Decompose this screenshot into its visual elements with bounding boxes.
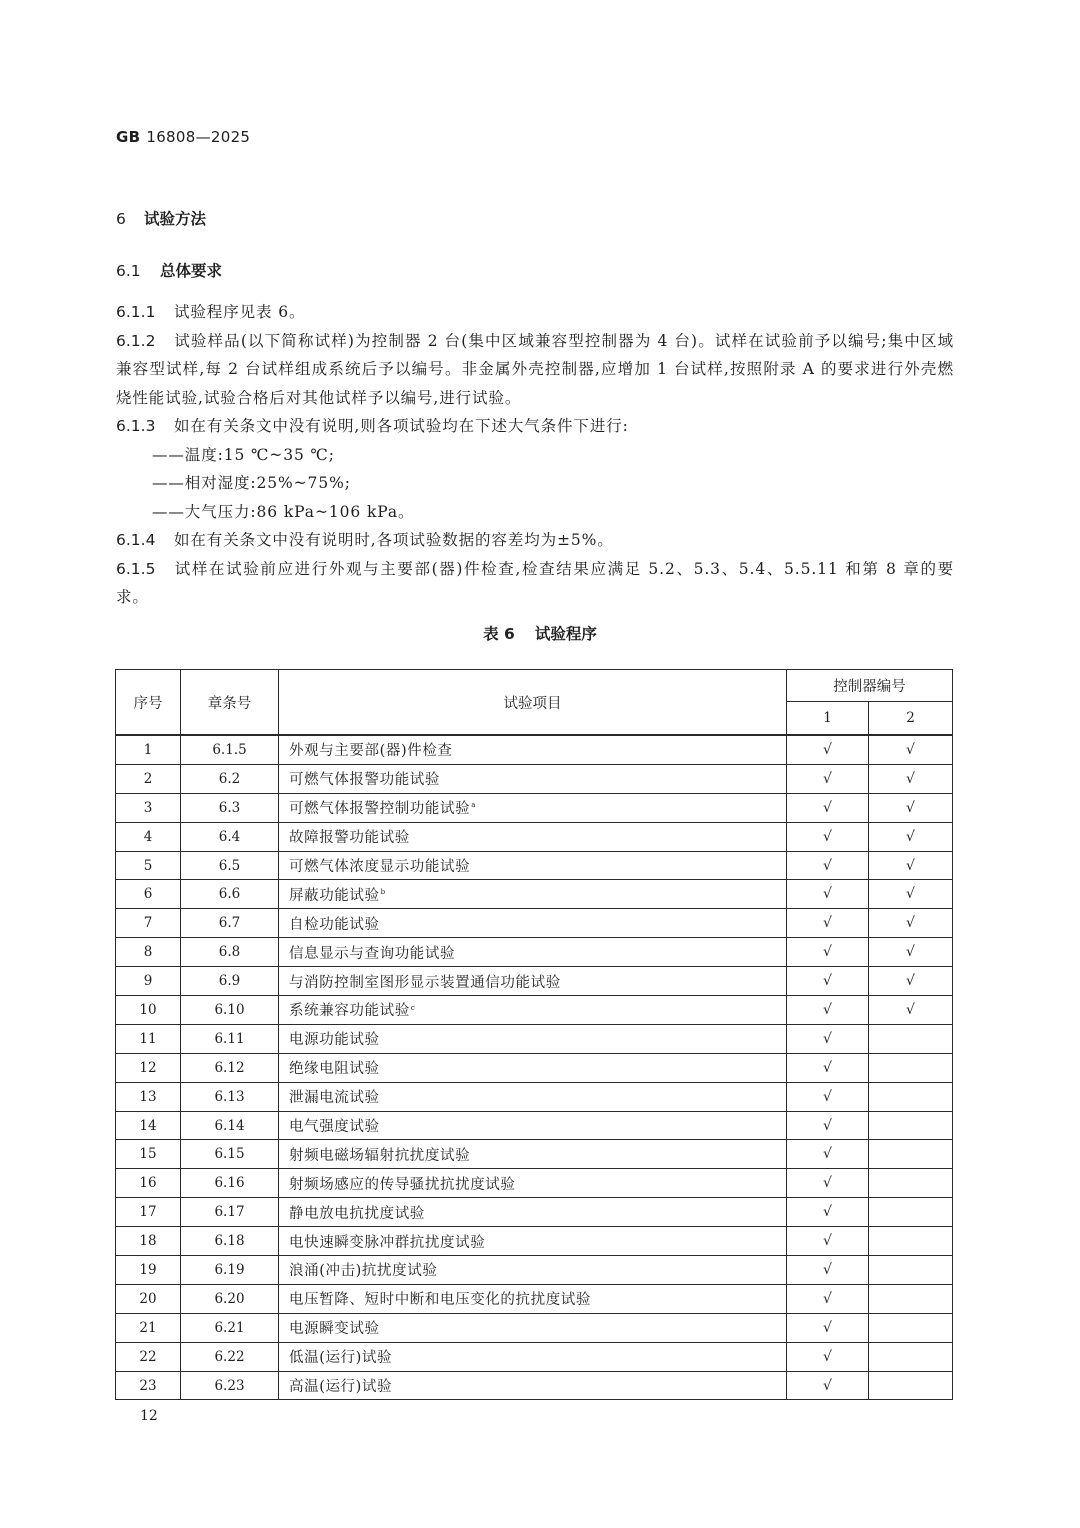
- cell-controller-2: [869, 1169, 953, 1198]
- paragraph-6-1-1: [116, 298, 954, 327]
- cell-seq: 11: [116, 1024, 181, 1053]
- cell-controller-2: [869, 1342, 953, 1371]
- cell-item: [279, 1284, 787, 1313]
- cell-seq: 4: [116, 822, 181, 851]
- cell-controller-2: [869, 1313, 953, 1342]
- cell-controller-1: √: [787, 1313, 869, 1342]
- item-text: 射频场感应的传导骚扰抗扰度试验: [289, 1176, 516, 1193]
- table-row: [116, 996, 953, 1025]
- item-text: 电压暂降、短时中断和电压变化的抗扰度试验: [289, 1292, 591, 1309]
- table-row: [116, 909, 953, 938]
- header-controller-2: 2: [869, 702, 953, 736]
- cell-item: [279, 851, 787, 880]
- footnote-marker: b: [380, 888, 386, 897]
- cell-seq: 5: [116, 851, 181, 880]
- cell-controller-1: √: [787, 1198, 869, 1227]
- subsection-heading: [116, 259, 222, 281]
- cell-clause: 6.11: [181, 1024, 279, 1053]
- standard-number: 16808—2025: [146, 128, 251, 146]
- cell-item: [279, 1140, 787, 1169]
- cell-controller-1: √: [787, 1111, 869, 1140]
- cell-item: [279, 1227, 787, 1256]
- cell-controller-2: [869, 1053, 953, 1082]
- cell-clause: 6.7: [181, 909, 279, 938]
- item-text: 电源功能试验: [289, 1032, 380, 1049]
- cell-controller-1: √: [787, 880, 869, 909]
- footnote-marker: a: [471, 801, 476, 810]
- cell-clause: 6.18: [181, 1227, 279, 1256]
- cell-seq: 20: [116, 1284, 181, 1313]
- section-heading: [116, 207, 206, 229]
- paragraph-6-1-5: [116, 555, 954, 612]
- cell-seq: 15: [116, 1140, 181, 1169]
- cell-controller-2: [869, 1284, 953, 1313]
- header-seq: 序号: [116, 670, 181, 736]
- cell-controller-2: √: [869, 909, 953, 938]
- cell-seq: 14: [116, 1111, 181, 1140]
- cell-item: [279, 967, 787, 996]
- cell-controller-1: √: [787, 1169, 869, 1198]
- body-text: [116, 298, 954, 612]
- cell-controller-1: √: [787, 938, 869, 967]
- cell-seq: 6: [116, 880, 181, 909]
- cell-controller-1: √: [787, 764, 869, 793]
- cell-clause: 6.22: [181, 1342, 279, 1371]
- cell-item: [279, 1371, 787, 1400]
- cell-controller-1: √: [787, 1284, 869, 1313]
- list-item-pressure: ——大气压力:86 kPa~106 kPa。: [152, 502, 415, 521]
- header-item: 试验项目: [279, 670, 787, 736]
- header-controller: 控制器编号: [787, 670, 953, 702]
- cell-clause: 6.16: [181, 1169, 279, 1198]
- item-text: 射频电磁场辐射抗扰度试验: [289, 1147, 471, 1164]
- list-item-temperature: ——温度:15 ℃~35 ℃;: [152, 445, 335, 464]
- cell-controller-2: √: [869, 851, 953, 880]
- table-row: [116, 1082, 953, 1111]
- paragraph-number: 6.1.5: [116, 559, 156, 578]
- cell-seq: 22: [116, 1342, 181, 1371]
- subsection-number: 6.1: [116, 262, 141, 280]
- table-caption: [0, 622, 1080, 644]
- paragraph-6-1-4: [116, 526, 954, 555]
- table-row: [116, 764, 953, 793]
- paragraph-number: 6.1.4: [116, 531, 156, 549]
- cell-item: [279, 1053, 787, 1082]
- item-text: 信息显示与查询功能试验: [289, 945, 456, 962]
- item-text: 电源瞬变试验: [289, 1321, 380, 1338]
- cell-seq: 13: [116, 1082, 181, 1111]
- cell-controller-1: √: [787, 1082, 869, 1111]
- cell-seq: 12: [116, 1053, 181, 1082]
- cell-controller-2: [869, 1256, 953, 1285]
- paragraph-number: 6.1.1: [116, 303, 156, 321]
- cell-item: [279, 822, 787, 851]
- cell-controller-1: √: [787, 996, 869, 1025]
- table-row: [116, 1342, 953, 1371]
- item-text: 电快速瞬变脉冲群抗扰度试验: [289, 1234, 486, 1251]
- table-row: [116, 938, 953, 967]
- cell-seq: 10: [116, 996, 181, 1025]
- paragraph-text: 试验程序见表 6。: [174, 303, 306, 321]
- cell-controller-1: √: [787, 735, 869, 764]
- cell-controller-2: √: [869, 764, 953, 793]
- cell-controller-1: √: [787, 1140, 869, 1169]
- subsection-title: 总体要求: [160, 262, 223, 280]
- cell-seq: 2: [116, 764, 181, 793]
- list-item-humidity: ——相对湿度:25%~75%;: [152, 474, 351, 492]
- cell-seq: 16: [116, 1169, 181, 1198]
- cell-clause: 6.23: [181, 1371, 279, 1400]
- paragraph-number: 6.1.3: [116, 417, 156, 435]
- item-text: 泄漏电流试验: [289, 1090, 380, 1107]
- cell-clause: 6.10: [181, 996, 279, 1025]
- table-row: [116, 1284, 953, 1313]
- cell-item: [279, 764, 787, 793]
- table-row: [116, 1371, 953, 1400]
- cell-controller-2: [869, 1227, 953, 1256]
- cell-controller-1: √: [787, 822, 869, 851]
- footnote-marker: c: [410, 1003, 416, 1012]
- cell-seq: 19: [116, 1256, 181, 1285]
- cell-clause: 6.8: [181, 938, 279, 967]
- table-row: [116, 1198, 953, 1227]
- item-text: 可燃气体浓度显示功能试验: [289, 859, 471, 875]
- item-text: 高温(运行)试验: [289, 1379, 393, 1396]
- cell-item: [279, 793, 787, 822]
- cell-controller-2: √: [869, 735, 953, 764]
- cell-controller-2: √: [869, 938, 953, 967]
- table-row: [116, 967, 953, 996]
- cell-item: [279, 909, 787, 938]
- cell-seq: 9: [116, 967, 181, 996]
- item-text: 可燃气体报警功能试验: [289, 772, 440, 789]
- table-row: [116, 735, 953, 764]
- cell-controller-2: √: [869, 967, 953, 996]
- cell-item: [279, 1169, 787, 1198]
- table-row: [116, 822, 953, 851]
- cell-clause: 6.5: [181, 851, 279, 880]
- cell-controller-1: √: [787, 967, 869, 996]
- item-text: 可燃气体报警控制功能试验: [289, 801, 471, 818]
- cell-controller-2: [869, 1140, 953, 1169]
- item-text: 电气强度试验: [289, 1119, 380, 1136]
- cell-seq: 17: [116, 1198, 181, 1227]
- table-number: 表 6: [483, 625, 515, 643]
- table-row: [116, 1169, 953, 1198]
- item-text: 系统兼容功能试验: [289, 1003, 410, 1020]
- cell-seq: 21: [116, 1313, 181, 1342]
- cell-clause: 6.21: [181, 1313, 279, 1342]
- cell-controller-1: √: [787, 1371, 869, 1400]
- cell-controller-1: √: [787, 851, 869, 880]
- paragraph-text: 如在有关条文中没有说明,则各项试验均在下述大气条件下进行:: [174, 417, 629, 435]
- cell-seq: 8: [116, 938, 181, 967]
- item-text: 与消防控制室图形显示装置通信功能试验: [289, 974, 561, 991]
- cell-item: [279, 1111, 787, 1140]
- cell-controller-1: √: [787, 1024, 869, 1053]
- cell-seq: 7: [116, 909, 181, 938]
- cell-item: [279, 880, 787, 909]
- item-text: 自检功能试验: [289, 916, 380, 933]
- paragraph-text: 如在有关条文中没有说明时,各项试验数据的容差均为±5%。: [174, 531, 614, 549]
- table-title: 试验程序: [534, 625, 597, 643]
- page-number: 12: [140, 1408, 158, 1424]
- standard-prefix: GB: [116, 128, 141, 146]
- cell-item: [279, 1198, 787, 1227]
- header-controller-1: 1: [787, 702, 869, 736]
- cell-item: [279, 1082, 787, 1111]
- cell-item: [279, 1313, 787, 1342]
- header-clause: 章条号: [181, 670, 279, 736]
- table-row: [116, 1111, 953, 1140]
- cell-clause: 6.15: [181, 1140, 279, 1169]
- cell-controller-1: √: [787, 1053, 869, 1082]
- cell-controller-2: √: [869, 996, 953, 1025]
- table-row: [116, 880, 953, 909]
- cell-controller-2: [869, 1082, 953, 1111]
- cell-clause: 6.13: [181, 1082, 279, 1111]
- cell-controller-2: [869, 1024, 953, 1053]
- item-text: 浪涌(冲击)抗扰度试验: [289, 1263, 438, 1280]
- cell-clause: 6.20: [181, 1284, 279, 1313]
- item-text: 故障报警功能试验: [289, 830, 410, 847]
- paragraph-text: 试样在试验前应进行外观与主要部(器)件检查,检查结果应满足 5.2、5.3、5.4、5.5.11 和第 8 章的要求。: [116, 559, 954, 606]
- cell-controller-1: √: [787, 1256, 869, 1285]
- page-header: [116, 128, 250, 146]
- table-row: [116, 793, 953, 822]
- cell-item: [279, 938, 787, 967]
- cell-item: [279, 1342, 787, 1371]
- cell-clause: 6.14: [181, 1111, 279, 1140]
- cell-seq: 23: [116, 1371, 181, 1400]
- cell-clause: 6.2: [181, 764, 279, 793]
- cell-controller-1: √: [787, 1227, 869, 1256]
- table-row: [116, 1313, 953, 1342]
- cell-controller-2: [869, 1371, 953, 1400]
- cell-controller-2: √: [869, 880, 953, 909]
- table-row: [116, 1024, 953, 1053]
- item-text: 外观与主要部(器)件检查: [289, 743, 453, 760]
- table-row: [116, 1140, 953, 1169]
- section-title: 试验方法: [144, 210, 207, 228]
- item-text: 低温(运行)试验: [289, 1350, 393, 1367]
- cell-seq: 18: [116, 1227, 181, 1256]
- paragraph-6-1-2: [116, 327, 954, 413]
- section-number: 6: [116, 210, 126, 228]
- paragraph-text: 试验样品(以下简称试样)为控制器 2 台(集中区域兼容型控制器为 4 台)。试样在试验前予以编号;集中区域兼容型试样,每 2 台试样组成系统后予以编号。非金属外壳控制器,应增加 1 台试样,按照附录 A 的要求进行外壳燃烧性能试验,试验合格后对其他试样予以编号,进行试验。: [116, 331, 954, 407]
- cell-clause: 6.4: [181, 822, 279, 851]
- cell-clause: 6.19: [181, 1256, 279, 1285]
- cell-item: [279, 996, 787, 1025]
- test-procedure-table: [115, 669, 953, 1400]
- cell-clause: 6.12: [181, 1053, 279, 1082]
- cell-item: [279, 1024, 787, 1053]
- cell-clause: 6.3: [181, 793, 279, 822]
- item-text: 绝缘电阻试验: [289, 1061, 380, 1078]
- cell-clause: 6.1.5: [181, 735, 279, 764]
- cell-item: [279, 735, 787, 764]
- cell-controller-1: √: [787, 1342, 869, 1371]
- cell-clause: 6.17: [181, 1198, 279, 1227]
- table-row: [116, 1227, 953, 1256]
- cell-item: [279, 1256, 787, 1285]
- cell-controller-1: √: [787, 793, 869, 822]
- table-row: [116, 1053, 953, 1082]
- cell-clause: 6.6: [181, 880, 279, 909]
- cell-controller-2: √: [869, 793, 953, 822]
- cell-seq: 1: [116, 735, 181, 764]
- paragraph-number: 6.1.2: [116, 331, 156, 350]
- table-row: [116, 851, 953, 880]
- table-row: [116, 1256, 953, 1285]
- item-text: 屏蔽功能试验: [289, 887, 380, 904]
- cell-controller-2: [869, 1198, 953, 1227]
- cell-seq: 3: [116, 793, 181, 822]
- cell-controller-1: √: [787, 909, 869, 938]
- paragraph-6-1-3: [116, 412, 954, 441]
- cell-controller-2: [869, 1111, 953, 1140]
- item-text: 静电放电抗扰度试验: [289, 1205, 425, 1222]
- cell-clause: 6.9: [181, 967, 279, 996]
- cell-controller-2: √: [869, 822, 953, 851]
